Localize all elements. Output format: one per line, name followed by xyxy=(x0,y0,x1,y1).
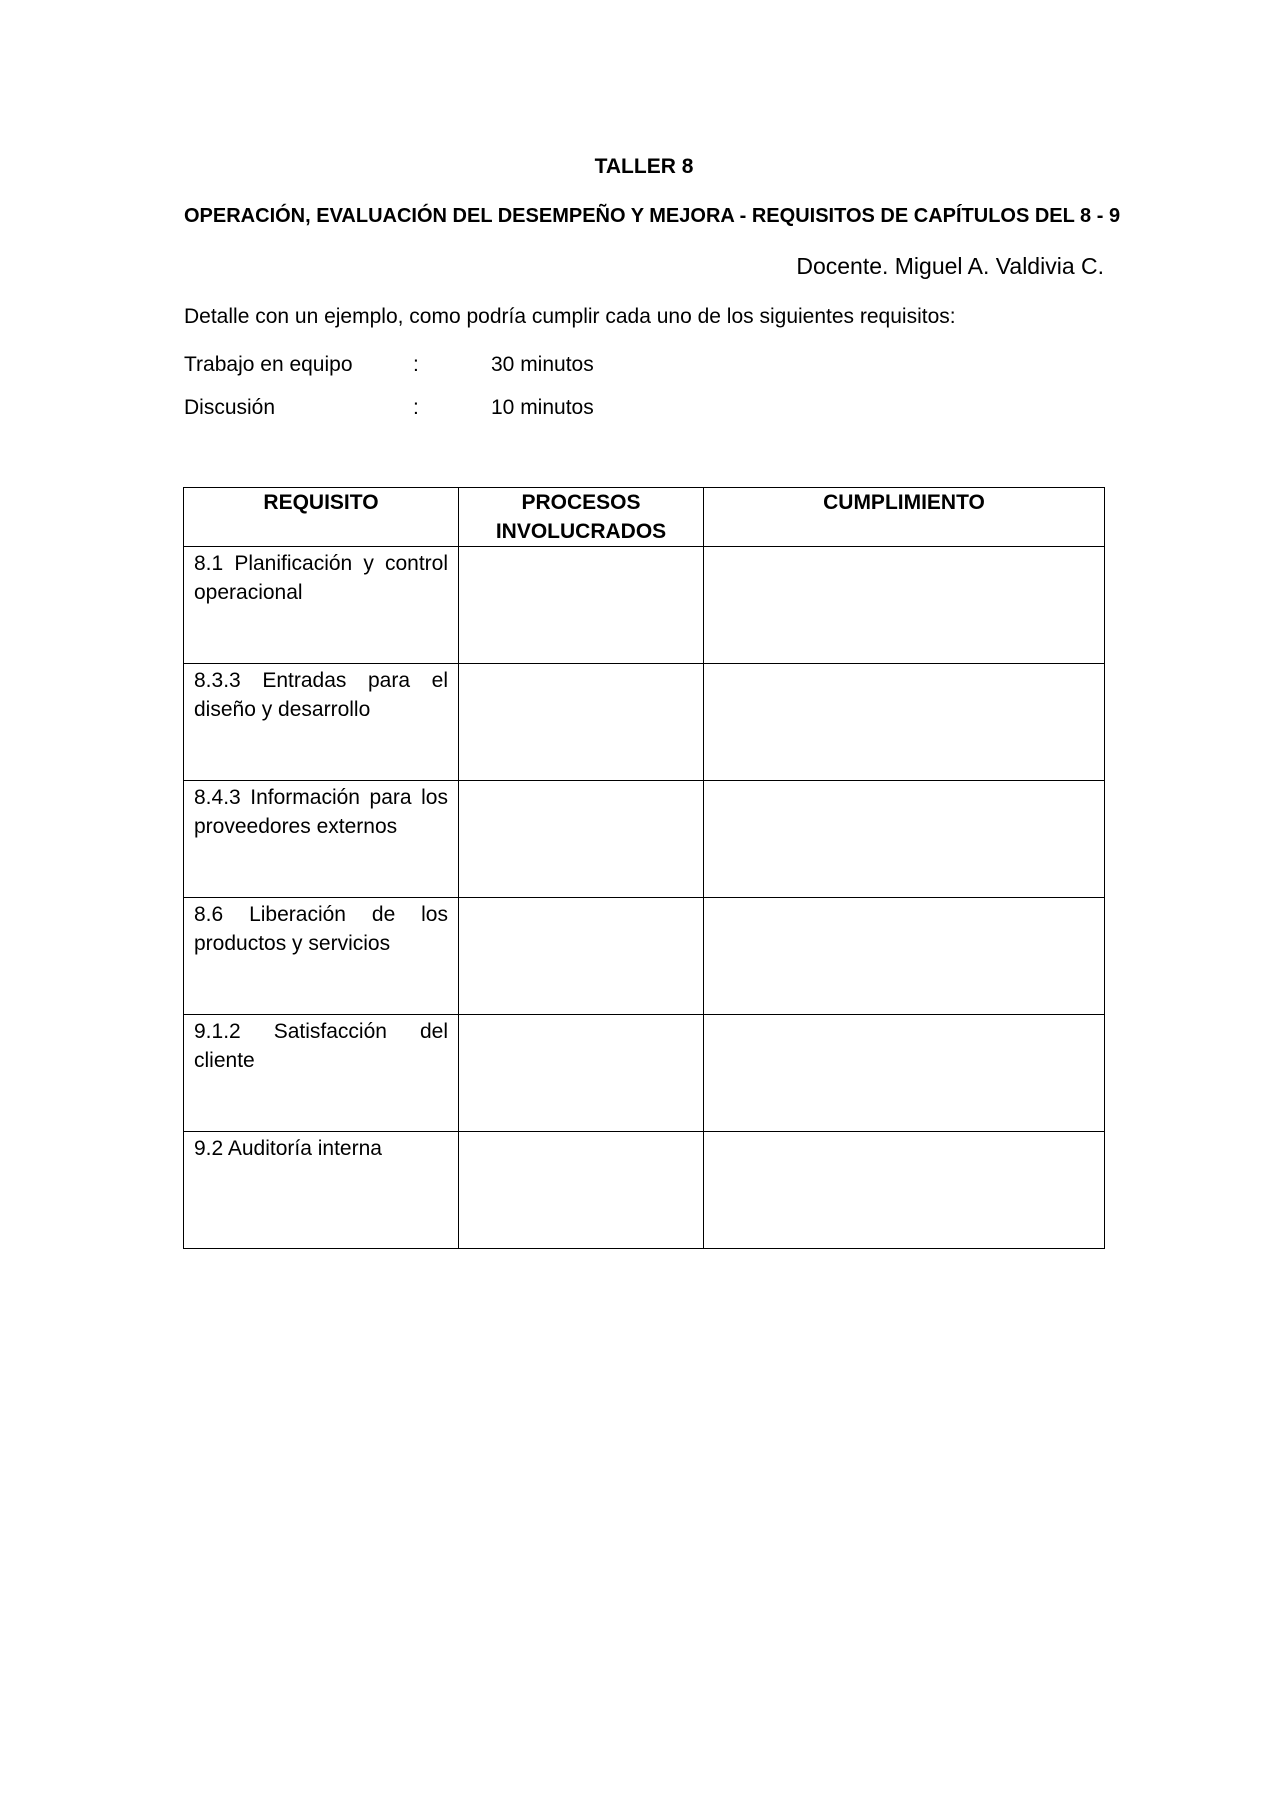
schedule-value: 10 minutos xyxy=(491,396,594,419)
procesos-cell[interactable] xyxy=(459,781,704,898)
procesos-cell[interactable] xyxy=(459,547,704,664)
document-subtitle: OPERACIÓN, EVALUACIÓN DEL DESEMPEÑO Y MEJORA - REQUISITOS DE CAPÍTULOS DEL 8 - 9 xyxy=(184,205,1121,227)
schedule-value: 30 minutos xyxy=(491,353,594,376)
table-row xyxy=(184,1132,1105,1249)
document-title: TALLER 8 xyxy=(594,155,694,178)
requirements-table xyxy=(183,487,1105,1249)
header-requisito: REQUISITO xyxy=(184,488,459,547)
table-header-row xyxy=(184,488,1105,547)
cumplimiento-cell[interactable] xyxy=(704,1015,1105,1132)
cumplimiento-cell[interactable] xyxy=(704,1132,1105,1249)
schedule-separator: : xyxy=(413,353,419,376)
requisito-cell: 8.3.3 Entradas para el diseño y desarrollo xyxy=(184,664,459,781)
cumplimiento-cell[interactable] xyxy=(704,781,1105,898)
schedule-row-teamwork xyxy=(184,353,784,383)
cumplimiento-cell[interactable] xyxy=(704,547,1105,664)
requisito-cell: 8.1 Planificación y control operacional xyxy=(184,547,459,664)
table-row xyxy=(184,1015,1105,1132)
header-procesos: PROCESOS INVOLUCRADOS xyxy=(459,488,704,547)
teacher-name: Docente. Miguel A. Valdivia C. xyxy=(796,253,1104,279)
schedule-label: Discusión xyxy=(184,396,276,419)
schedule-label: Trabajo en equipo xyxy=(184,353,353,376)
header-cumplimiento: CUMPLIMIENTO xyxy=(704,488,1105,547)
procesos-cell[interactable] xyxy=(459,898,704,1015)
procesos-cell[interactable] xyxy=(459,1015,704,1132)
cumplimiento-cell[interactable] xyxy=(704,664,1105,781)
schedule-separator: : xyxy=(413,396,419,419)
procesos-cell[interactable] xyxy=(459,1132,704,1249)
table-row xyxy=(184,781,1105,898)
cumplimiento-cell[interactable] xyxy=(704,898,1105,1015)
requisito-cell: 9.1.2 Satisfacción del cliente xyxy=(184,1015,459,1132)
procesos-cell[interactable] xyxy=(459,664,704,781)
requisito-cell: 9.2 Auditoría interna xyxy=(184,1132,459,1249)
table-row xyxy=(184,547,1105,664)
table-row xyxy=(184,898,1105,1015)
requisito-cell: 8.6 Liberación de los productos y servicios xyxy=(184,898,459,1015)
requisito-cell: 8.4.3 Información para los proveedores externos xyxy=(184,781,459,898)
instruction-text: Detalle con un ejemplo, como podría cumplir cada uno de los siguientes requisitos: xyxy=(184,305,956,328)
table-row xyxy=(184,664,1105,781)
schedule-row-discussion xyxy=(184,396,784,426)
